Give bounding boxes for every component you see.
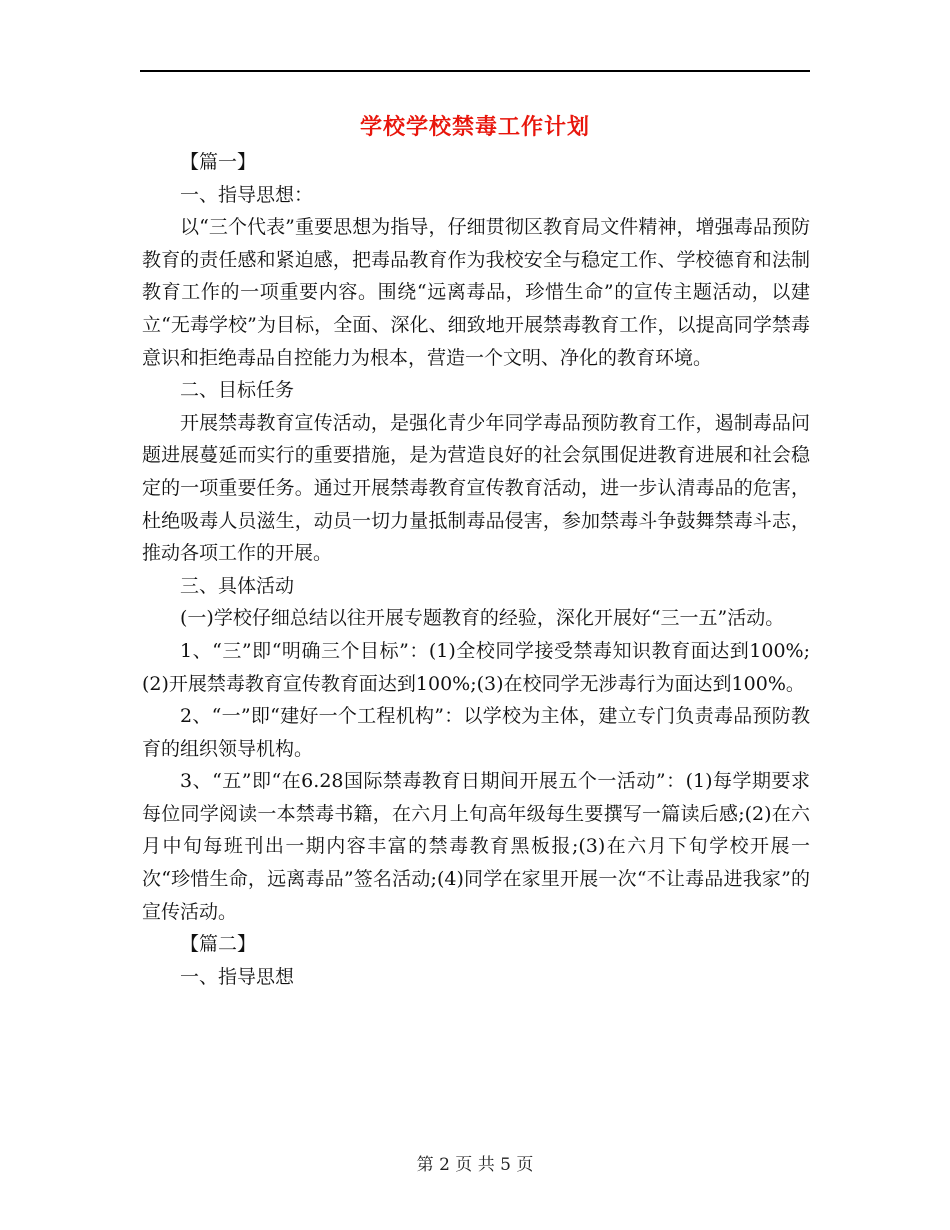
document-title: 学校学校禁毒工作计划 xyxy=(359,114,590,140)
paragraph-activity-five: 3、“五”即“在6.28国际禁毒教育日期间开展五个一活动”：(1)每学期要求每位同学阅读一本禁毒书籍，在六月上旬高年级每生要撰写一篇读后感;(2)在六月中旬每班刊出一期内容丰富的禁毒教育黑板报;(3)在六月下旬学校开展一次“珍惜生命，远离毒品”签名活动;(4)同学在家里开展一次“不让毒品进我家”的宣传活动。 xyxy=(142,770,810,923)
heading-guiding-thought: 一、指导思想： xyxy=(180,183,314,206)
paragraph-activity-one: 2、“一”即“建好一个工程机构”：以学校为主体，建立专门负责毒品预防教育的组织领导机构。 xyxy=(142,705,810,760)
section-marker-part-two: 【篇二】 xyxy=(180,933,257,956)
heading-goals-tasks: 二、目标任务 xyxy=(180,379,295,402)
heading-guiding-thought-part-two: 一、指导思想 xyxy=(180,965,295,988)
paragraph-activity-overview: (一)学校仔细总结以往开展专题教育的经验，深化开展好“三一五”活动。 xyxy=(180,607,785,630)
section-marker-part-one: 【篇一】 xyxy=(180,151,257,173)
header-rule xyxy=(140,70,810,72)
heading-specific-activities: 三、具体活动 xyxy=(180,574,295,597)
paragraph-guiding-thought: 以“三个代表”重要思想为指导，仔细贯彻区教育局文件精神，增强毒品预防教育的责任感和紧迫感，把毒品教育作为我校安全与稳定工作、学校德育和法制教育工作的一项重要内容。围绕“远离毒品，珍惜生命”的宣传主题活动，以建立“无毒学校”为目标，全面、深化、细致地开展禁毒教育工作，以提高同学禁毒意识和拒绝毒品自控能力为根本，营造一个文明、净化的教育环境。 xyxy=(142,216,810,369)
page-footer: 第 2 页 共 5 页 xyxy=(416,1155,534,1175)
document-body xyxy=(142,146,810,993)
paragraph-goals-tasks: 开展禁毒教育宣传活动，是强化青少年同学毒品预防教育工作，遏制毒品问题进展蔓延而实行的重要措施，是为营造良好的社会氛围促进教育进展和社会稳定的一项重要任务。通过开展禁毒教育宣传教育活动，进一步认清毒品的危害，杜绝吸毒人员滋生，动员一切力量抵制毒品侵害，参加禁毒斗争鼓舞禁毒斗志，推动各项工作的开展。 xyxy=(142,411,810,565)
paragraph-activity-three: 1、“三”即“明确三个目标”：(1)全校同学接受禁毒知识教育面达到100%;(2)开展禁毒教育宣传教育面达到100%;(3)在校同学无涉毒行为面达到100%。 xyxy=(142,639,810,695)
